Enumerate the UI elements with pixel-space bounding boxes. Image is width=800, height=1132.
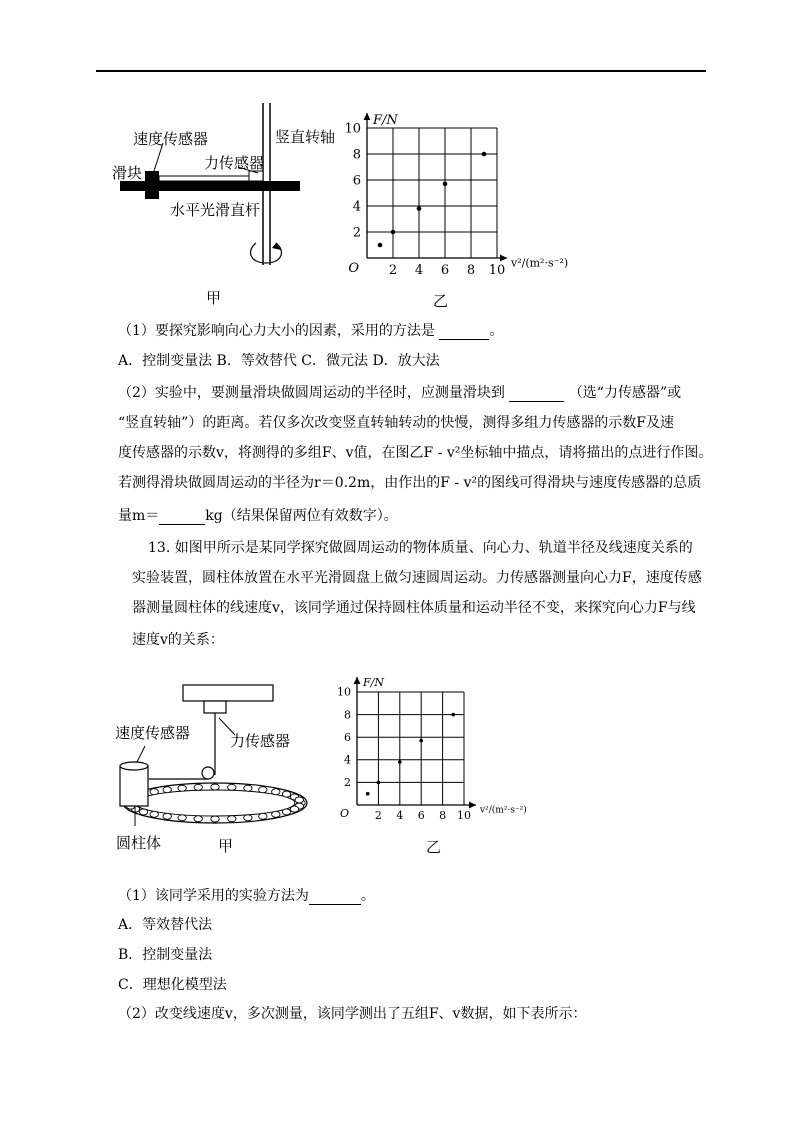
q13-option-c: C．理想化模型法 [118, 977, 227, 993]
chart1-data-point [443, 182, 448, 187]
fig1-label-vertical-shaft: 竖直转轴 [275, 128, 336, 146]
fig1-label-horizontal-rod: 水平光滑直杆 [170, 201, 261, 219]
fig2-label-force-sensor: 力传感器 [230, 732, 291, 750]
q12-mass-answer-blank[interactable] [159, 508, 205, 525]
q12-part1-text: （1）要探究影响向心力大小的因素，采用的方法是 [118, 323, 435, 339]
turntable-bead [139, 809, 147, 815]
q12-part2-answer-blank[interactable] [509, 385, 564, 402]
chart1-x-axis-arrow [500, 255, 507, 262]
q12-part2-line1 [118, 382, 681, 402]
turntable-bead [150, 811, 158, 817]
turntable-bead [282, 809, 290, 815]
chart2-y-axis-arrow [354, 677, 361, 684]
fig1-label-speed-sensor: 速度传感器 [133, 130, 209, 148]
chart1-f-v2-graph [330, 95, 600, 295]
turntable-bead [228, 816, 236, 822]
chart2-origin-label: O [339, 807, 349, 820]
fig1-apparatus-diagram [110, 95, 360, 285]
q13-intro-line3: 器测量圆柱体的线速度v，该同学通过保持圆柱体质量和运动半径不变，来探究向心力F与线 [132, 600, 696, 616]
q12-part2-line3: 度传感器的示数v，将测得的多组F、v值，在图乙F - v²坐标轴中描点，请将描出的点进行作图。 [118, 445, 713, 461]
chart2-x-tick-label: 4 [396, 809, 404, 822]
turntable-bead [194, 816, 202, 822]
q12-part2-line1a: （2）实验中，要测量滑块做圆周运动的半径时，应测量滑块到 [118, 385, 505, 401]
turntable-bead [272, 789, 280, 795]
q12-part2-line4: 若测得滑块做圆周运动的半径为r＝0.2m，由作出的F - v²的图线可得滑块与速度传感器的总质 [118, 475, 702, 491]
turntable-bead [244, 815, 252, 821]
chart1-x-tick-label: 4 [414, 263, 424, 278]
q13-intro-line4: 速度v的关系： [132, 632, 224, 648]
chart1-data-point [417, 206, 422, 211]
chart2-data-point [452, 713, 456, 717]
fig2-label-cylinder: 圆柱体 [116, 834, 162, 852]
q13-intro-line2: 实验装置，圆柱体放置在水平光滑圆盘上做匀速圆周运动。力传感器测量向心力F，速度传感 [132, 570, 702, 586]
q12-part2-line5b: kg（结果保留两位有效数字）。 [205, 508, 398, 524]
q13-part1-text: （1）该同学采用的实验方法为 [118, 888, 309, 904]
fig1-label-slider: 滑块 [112, 164, 143, 182]
chart2-y-axis-label: F/N [363, 676, 384, 689]
chart1-data-point [391, 230, 396, 235]
chart2-data-point [398, 760, 402, 764]
fig1-caption-b: 乙 [433, 292, 449, 310]
turntable-bead [178, 815, 186, 821]
chart2-y-tick-label: 8 [344, 708, 351, 722]
fig2-caption-b: 乙 [426, 838, 442, 856]
chart1-x-tick-label: 10 [488, 263, 506, 278]
chart2-y-tick-label: 6 [344, 730, 351, 744]
chart2-data-point [366, 792, 370, 796]
chart1-origin-label: O [348, 261, 359, 276]
turntable-bead [295, 797, 303, 803]
turntable-bead [163, 813, 171, 819]
turntable-bead [211, 784, 219, 790]
q12-part1-end: 。 [489, 323, 504, 339]
header-rule [96, 70, 706, 72]
chart2-x-tick-label: 10 [457, 809, 471, 822]
q13-part1-end: 。 [360, 888, 375, 904]
turntable-bead [259, 787, 267, 793]
chart2-x-tick-label: 6 [417, 809, 425, 822]
chart2-y-tick-label: 4 [344, 753, 351, 767]
chart1-x-tick-label: 6 [440, 263, 450, 278]
q12-part2-line5 [118, 505, 398, 525]
chart1-y-tick-label: 4 [352, 199, 361, 215]
q13-option-b: B．控制变量法 [118, 947, 213, 963]
chart2-f-v2-graph [330, 662, 570, 832]
chart2-data-point [377, 781, 381, 785]
fig1-caption-a: 甲 [206, 289, 222, 307]
turntable-bead [150, 789, 158, 795]
turntable-bead [163, 787, 171, 793]
chart1-y-tick-label: 6 [352, 173, 361, 189]
turntable-bead [290, 806, 298, 812]
chart2-x-axis-label: v²/(m²·s⁻²) [480, 805, 527, 816]
chart1-y-tick-label: 8 [352, 147, 361, 163]
chart2-data-point [419, 739, 423, 743]
turntable-bead [194, 784, 202, 790]
chart2-x-tick-label: 8 [439, 809, 447, 822]
q12-part2-line1b: （选“力传感器”或 [568, 385, 682, 401]
q12-part2-line2: “竖直转轴”）的距离。若仅多次改变竖直转轴转动的快慢，测得多组力传感器的示数F及速 [118, 415, 675, 431]
chart1-x-tick-label: 2 [388, 263, 398, 278]
chart1-x-axis-label: v²/(m²·s⁻²) [511, 256, 569, 270]
chart1-y-tick-label: 10 [344, 121, 361, 137]
chart1-y-axis-arrow [364, 113, 371, 120]
turntable-bead [282, 791, 290, 797]
chart1-data-point [482, 152, 487, 157]
q12-part1-answer-blank[interactable] [439, 323, 489, 340]
q12-part1 [118, 320, 503, 340]
fig2-label-speed-sensor: 速度传感器 [115, 724, 191, 742]
turntable-bead [211, 816, 219, 822]
chart2-x-axis-arrow [469, 802, 476, 809]
turntable-bead [228, 784, 236, 790]
turntable-bead [259, 813, 267, 819]
chart1-x-tick-label: 8 [466, 263, 476, 278]
q12-part2-line5a: 量m＝ [118, 508, 160, 524]
q12-options: A．控制变量法 B．等效替代 C．微元法 D．放大法 [118, 353, 440, 369]
fig2-apparatus-diagram [105, 680, 315, 830]
q13-part1-answer-blank[interactable] [309, 888, 361, 905]
turntable-bead [178, 785, 186, 791]
chart1-y-tick-label: 2 [352, 225, 361, 241]
q13-part2: （2）改变线速度v，多次测量，该同学测出了五组F、v数据，如下表所示： [118, 1006, 587, 1022]
q13-option-a: A．等效替代法 [118, 917, 213, 933]
fig2-caption-a: 甲 [218, 837, 234, 855]
turntable-bead [272, 811, 280, 817]
turntable-bead [244, 785, 252, 791]
chart1-y-axis-label: F/N [373, 113, 398, 128]
q13-part1 [118, 885, 375, 905]
chart2-x-tick-label: 2 [374, 809, 382, 822]
q13-intro-line1: 13. 如图甲所示是某同学探究做圆周运动的物体质量、向心力、轨道半径及线速度关系的 [148, 540, 693, 556]
chart1-data-point [378, 243, 383, 248]
chart2-y-tick-label: 10 [337, 685, 351, 699]
chart2-y-tick-label: 2 [344, 776, 351, 790]
fig1-label-force-sensor: 力传感器 [204, 154, 265, 172]
